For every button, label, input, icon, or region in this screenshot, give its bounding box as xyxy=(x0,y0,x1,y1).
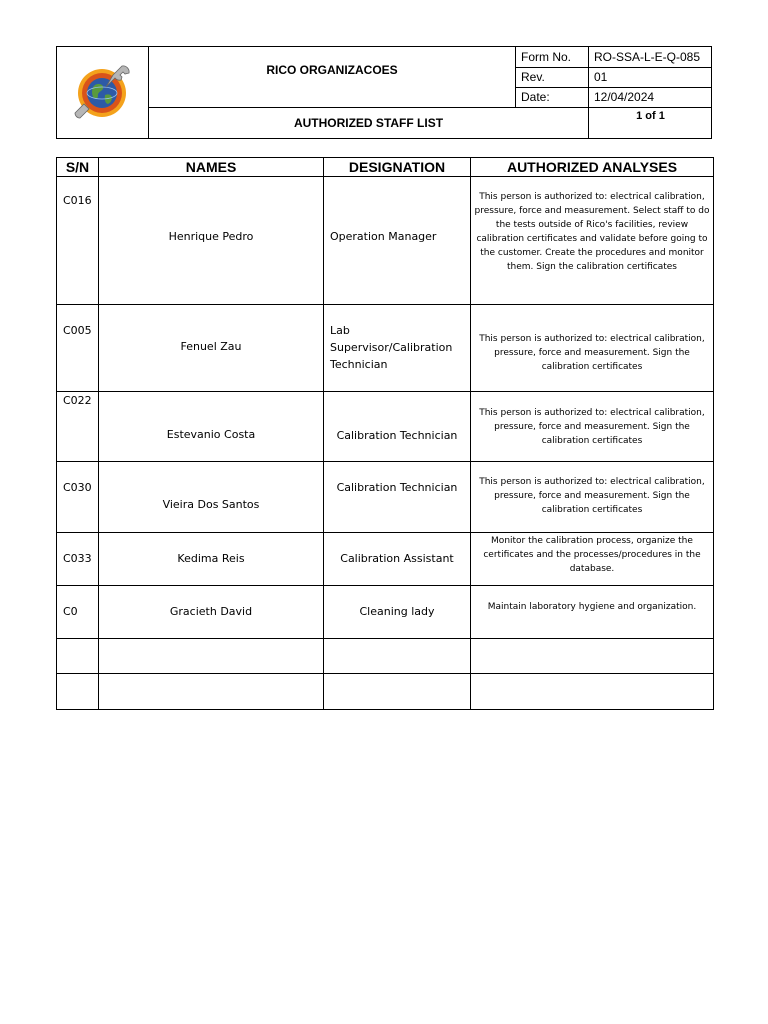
designation-cell xyxy=(324,639,471,674)
sn-cell xyxy=(57,392,99,462)
form-no-label: Form No. xyxy=(521,50,572,64)
company-name: RICO ORGANIZACOES xyxy=(266,63,398,77)
designation-cell xyxy=(324,462,471,533)
table-row xyxy=(57,305,714,392)
sn-cell xyxy=(57,305,99,392)
designation-cell xyxy=(324,674,471,710)
analyses-cell xyxy=(471,392,714,462)
analyses-cell xyxy=(471,305,714,392)
serial-number: C0 xyxy=(63,605,78,618)
document-header xyxy=(56,46,712,139)
column-header-authorized-analyses: AUTHORIZED ANALYSES xyxy=(471,158,714,177)
authorized-analyses-text: This person is authorized to: electrical calibration, pressure, force and measurement. Sign the calibration certificates xyxy=(479,334,705,372)
rev-label: Rev. xyxy=(521,70,545,84)
serial-number: C030 xyxy=(63,481,92,494)
serial-number: C022 xyxy=(63,394,92,407)
analyses-cell xyxy=(471,674,714,710)
date-value: 12/04/2024 xyxy=(594,90,655,104)
sn-cell xyxy=(57,674,99,710)
staff-name: Vieira Dos Santos xyxy=(162,498,260,511)
authorized-analyses-text: This person is authorized to: electrical calibration, pressure, force and measurement. Select staff to do the tests outside of Rico's facilities, review calibration certificates and validate before going to the customer. Create the procedures and monitor them. Sign the calibration certificates xyxy=(474,192,710,272)
table-row xyxy=(57,462,714,533)
staff-name: Gracieth David xyxy=(169,605,253,618)
form-no-value: RO-SSA-L-E-Q-085 xyxy=(594,50,701,64)
authorized-analyses-text: Maintain laboratory hygiene and organization. xyxy=(487,602,697,612)
analyses-cell xyxy=(471,462,714,533)
name-cell xyxy=(99,586,324,639)
staff-designation: Calibration Technician xyxy=(336,481,458,494)
staff-designation: Cleaning lady xyxy=(359,605,435,618)
sn-cell xyxy=(57,177,99,305)
document-title: AUTHORIZED STAFF LIST xyxy=(293,116,444,130)
designation-cell xyxy=(324,586,471,639)
name-cell xyxy=(99,639,324,674)
globe-wrench-logo-icon xyxy=(71,61,133,123)
staff-name: Kedima Reis xyxy=(177,552,245,565)
column-header-names: NAMES xyxy=(99,158,324,177)
analyses-cell xyxy=(471,533,714,586)
staff-designation: Operation Manager xyxy=(330,230,437,243)
divider xyxy=(515,47,516,107)
name-cell xyxy=(99,305,324,392)
name-cell xyxy=(99,462,324,533)
table-row xyxy=(57,674,714,710)
staff-designation: Lab Supervisor/Calibration Technician xyxy=(330,324,453,371)
authorized-analyses-text: This person is authorized to: electrical calibration, pressure, force and measurement. Sign the calibration certificates xyxy=(479,408,705,446)
date-label: Date: xyxy=(521,90,550,104)
staff-designation: Calibration Technician xyxy=(336,429,458,442)
sn-cell xyxy=(57,639,99,674)
name-cell xyxy=(99,392,324,462)
divider xyxy=(588,47,589,138)
staff-designation: Calibration Assistant xyxy=(340,552,454,565)
designation-cell xyxy=(324,305,471,392)
staff-table xyxy=(56,157,714,710)
table-row xyxy=(57,177,714,305)
analyses-cell xyxy=(471,177,714,305)
name-cell xyxy=(99,177,324,305)
analyses-cell xyxy=(471,586,714,639)
column-header-sn: S/N xyxy=(57,158,99,177)
staff-name: Henrique Pedro xyxy=(168,230,254,243)
staff-name: Estevanio Costa xyxy=(166,428,256,441)
page-number: 1 of 1 xyxy=(636,110,665,122)
column-header-designation: DESIGNATION xyxy=(324,158,471,177)
table-row xyxy=(57,392,714,462)
designation-cell xyxy=(324,392,471,462)
sn-cell xyxy=(57,462,99,533)
designation-cell xyxy=(324,177,471,305)
staff-name: Fenuel Zau xyxy=(180,340,242,353)
table-row xyxy=(57,533,714,586)
sn-cell xyxy=(57,586,99,639)
rev-value: 01 xyxy=(594,70,608,84)
sn-cell xyxy=(57,533,99,586)
serial-number: C016 xyxy=(63,194,92,207)
serial-number: C033 xyxy=(63,552,92,565)
name-cell xyxy=(99,674,324,710)
name-cell xyxy=(99,533,324,586)
designation-cell xyxy=(324,533,471,586)
serial-number: C005 xyxy=(63,324,92,337)
table-row xyxy=(57,586,714,639)
table-row xyxy=(57,639,714,674)
authorized-analyses-text: Monitor the calibration process, organize the certificates and the processes/procedures in the database. xyxy=(483,536,701,574)
authorized-analyses-text: This person is authorized to: electrical calibration, pressure, force and measurement. Sign the calibration certificates xyxy=(479,477,705,515)
analyses-cell xyxy=(471,639,714,674)
table-header-row xyxy=(57,158,714,177)
